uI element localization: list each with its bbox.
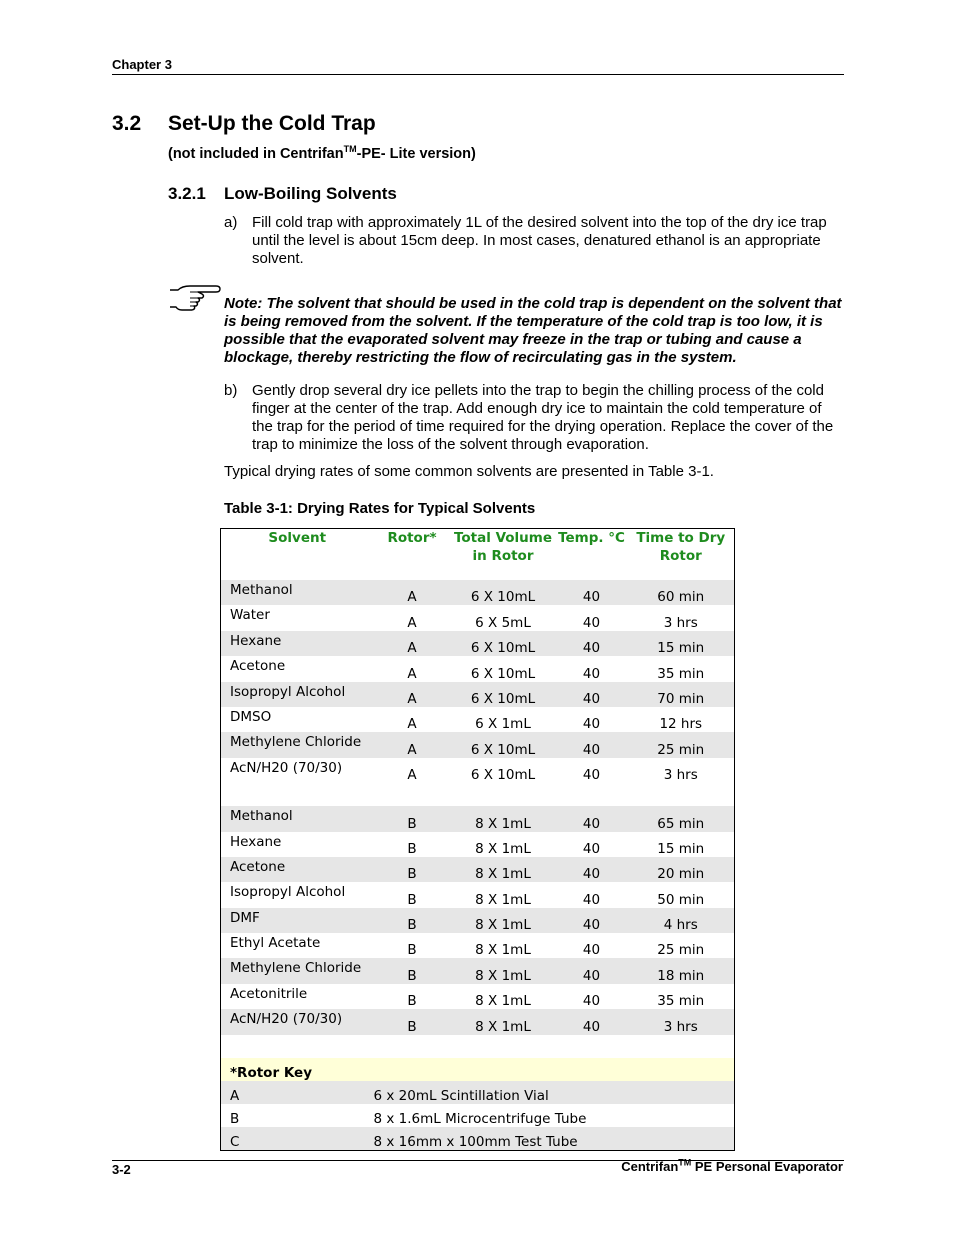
rotor-cell: A — [407, 767, 417, 784]
table-row — [221, 580, 735, 605]
solvent-cell: AcN/H20 (70/30) — [221, 1009, 374, 1034]
volume-cell: 8 X 1mL — [475, 993, 531, 1010]
rotor-cell: B — [407, 891, 417, 908]
time-cell: 65 min — [628, 806, 735, 831]
product-name: Centrifan — [621, 1159, 679, 1174]
section-number: 3.2 — [112, 112, 142, 135]
rotor-cell: A — [407, 716, 417, 733]
time-cell: 3 hrs — [663, 767, 698, 784]
header-time: Time to Dry Rotor — [636, 530, 726, 564]
volume-cell: 6 X 10mL — [470, 767, 536, 784]
table-intro-text: Typical drying rates of some common solvents are presented in Table 3-1. — [224, 463, 714, 480]
table-header-row — [221, 529, 735, 581]
solvent-cell: Acetone — [221, 857, 374, 882]
rotor-cell: B — [374, 1009, 451, 1034]
table-row — [221, 707, 735, 732]
trademark-mark: TM — [343, 144, 357, 155]
temp-cell: 40 — [556, 958, 628, 983]
footer-product-name — [621, 1159, 843, 1174]
pointing-hand-icon — [168, 282, 222, 314]
solvent-cell: Methylene Chloride — [221, 732, 374, 757]
table-row — [221, 857, 735, 882]
table-row — [221, 806, 735, 831]
time-cell: 3 hrs — [628, 1009, 735, 1034]
table-row — [221, 732, 735, 757]
subsection-heading — [168, 184, 397, 204]
rotor-cell: B — [407, 993, 417, 1010]
time-cell: 4 hrs — [628, 908, 735, 933]
time-cell: 35 min — [657, 665, 705, 682]
temp-cell: 40 — [556, 732, 628, 757]
section-subtitle — [168, 146, 476, 162]
header-rule — [112, 74, 844, 75]
rotor-key-row — [221, 1081, 735, 1104]
product-name-end: PE Personal Evaporator — [691, 1159, 843, 1174]
solvent-cell: Methylene Chloride — [221, 958, 374, 983]
solvent-cell: Water — [230, 607, 270, 624]
table-row — [221, 656, 735, 681]
solvent-cell: Hexane — [221, 631, 374, 656]
temp-cell: 40 — [582, 840, 601, 857]
step-a — [224, 214, 844, 270]
solvent-cell: Hexane — [230, 833, 282, 850]
time-cell: 18 min — [628, 958, 735, 983]
volume-cell: 8 X 1mL — [451, 908, 556, 933]
solvent-cell: AcN/H20 (70/30) — [230, 759, 343, 776]
table-row — [221, 631, 735, 656]
volume-cell: 6 X 10mL — [451, 631, 556, 656]
table-row — [221, 832, 735, 857]
step-label: b) — [224, 382, 238, 399]
rotor-key-description: 8 x 16mm x 100mm Test Tube — [374, 1127, 735, 1151]
temp-cell: 40 — [582, 993, 601, 1010]
time-cell: 25 min — [657, 942, 705, 959]
chapter-header: Chapter 3 — [112, 57, 172, 72]
rotor-key-description: 6 x 20mL Scintillation Vial — [374, 1081, 735, 1104]
rotor-key-title: *Rotor Key — [221, 1058, 735, 1081]
solvent-cell: Isopropyl Alcohol — [221, 682, 374, 707]
time-cell: 15 min — [657, 840, 705, 857]
header-solvent: Solvent — [268, 530, 327, 546]
header-volume: Total Volume in Rotor — [453, 530, 553, 564]
table-row — [221, 933, 735, 958]
volume-cell: 8 X 1mL — [451, 1009, 556, 1034]
page-number: 3-2 — [112, 1162, 131, 1177]
solvent-cell: DMF — [221, 908, 374, 933]
volume-cell: 6 X 10mL — [451, 732, 556, 757]
temp-cell: 40 — [556, 682, 628, 707]
step-b — [224, 382, 844, 456]
step-label: a) — [224, 214, 238, 231]
rotor-key-row — [221, 1127, 735, 1151]
temp-cell: 40 — [582, 716, 601, 733]
volume-cell: 6 X 10mL — [451, 682, 556, 707]
time-cell: 60 min — [628, 580, 735, 605]
volume-cell: 8 X 1mL — [475, 891, 531, 908]
solvent-cell: Ethyl Acetate — [230, 935, 321, 952]
section-heading — [112, 112, 376, 136]
rotor-key-description: 8 x 1.6mL Microcentrifuge Tube — [373, 1110, 587, 1127]
volume-cell: 8 X 1mL — [451, 958, 556, 983]
temp-cell: 40 — [582, 891, 601, 908]
temp-cell: 40 — [556, 908, 628, 933]
solvent-cell: Methanol — [221, 580, 374, 605]
temp-cell: 40 — [582, 767, 601, 784]
volume-cell: 8 X 1mL — [451, 857, 556, 882]
volume-cell: 8 X 1mL — [451, 806, 556, 831]
spacer-row — [221, 783, 735, 806]
table-row — [221, 1009, 735, 1034]
table-row — [221, 908, 735, 933]
volume-cell: 8 X 1mL — [475, 840, 531, 857]
rotor-cell: B — [374, 958, 451, 983]
section-title: Set-Up the Cold Trap — [168, 112, 376, 135]
rotor-cell: A — [374, 732, 451, 757]
temp-cell: 40 — [556, 1009, 628, 1034]
rotor-key-row — [221, 1104, 735, 1127]
subsection-title: Low-Boiling Solvents — [224, 184, 397, 203]
rotor-cell: A — [374, 682, 451, 707]
table-row — [221, 882, 735, 907]
time-cell: 12 hrs — [659, 716, 703, 733]
time-cell: 50 min — [657, 891, 705, 908]
drying-rates-table — [220, 528, 735, 1151]
rotor-key-letter: B — [230, 1110, 240, 1127]
time-cell: 3 hrs — [663, 614, 698, 631]
volume-cell: 6 X 5mL — [475, 614, 531, 631]
subtitle-text: (not included in Centrifan — [168, 146, 344, 162]
header-rotor: Rotor* — [387, 530, 437, 546]
solvent-cell: Acetone — [230, 658, 286, 675]
rotor-cell: B — [374, 857, 451, 882]
time-cell: 70 min — [628, 682, 735, 707]
header-temp: Temp. °C — [558, 530, 625, 546]
volume-cell: 6 X 10mL — [470, 665, 536, 682]
table-caption: Table 3-1: Drying Rates for Typical Solvents — [224, 500, 536, 517]
time-cell: 35 min — [657, 993, 705, 1010]
solvent-cell: Methanol — [221, 806, 374, 831]
temp-cell: 40 — [556, 857, 628, 882]
temp-cell: 40 — [582, 614, 601, 631]
temp-cell: 40 — [582, 942, 601, 959]
trademark-mark: TM — [678, 1157, 692, 1168]
step-text: Fill cold trap with approximately 1L of the desired solvent into the top of the dry ice trap until the level is about 15cm deep. In most cases, denatured ethanol is an appropriate solvent. — [252, 214, 827, 267]
solvent-cell: Isopropyl Alcohol — [230, 884, 346, 901]
time-cell: 15 min — [628, 631, 735, 656]
table-row — [221, 758, 735, 783]
temp-cell: 40 — [556, 580, 628, 605]
temp-cell: 40 — [556, 806, 628, 831]
rotor-key-letter: A — [221, 1081, 374, 1104]
solvent-cell: DMSO — [230, 708, 272, 725]
step-text: Gently drop several dry ice pellets into the trap to begin the chilling process of the cold finger at the center of the trap. Add enough dry ice to maintain the cold temperature of the trap for the period of time required for the drying operation. Replace the cover of the trap to minimize the loss of the solvent through evaporation. — [252, 382, 834, 453]
rotor-cell: A — [407, 665, 417, 682]
temp-cell: 40 — [582, 665, 601, 682]
rotor-cell: B — [374, 806, 451, 831]
table-row — [221, 682, 735, 707]
subsection-number: 3.2.1 — [168, 184, 206, 203]
spacer-row — [221, 1035, 735, 1058]
note-text: Note: The solvent that should be used in the cold trap is dependent on the solvent that is being removed from the solvent. If the temperature of the cold trap is too low, it is possible that the evaporated solvent may freeze in the trap or tubing and cause a blockage, thereby restricting the flow of recirculating gas in the system. — [224, 295, 842, 366]
volume-cell: 6 X 10mL — [451, 580, 556, 605]
table-row — [221, 605, 735, 630]
rotor-key-letter: C — [221, 1127, 374, 1151]
rotor-cell: A — [407, 614, 417, 631]
rotor-cell: A — [374, 631, 451, 656]
volume-cell: 8 X 1mL — [475, 942, 531, 959]
rotor-cell: B — [407, 840, 417, 857]
table-row — [221, 984, 735, 1009]
rotor-cell: A — [374, 580, 451, 605]
rotor-cell: B — [374, 908, 451, 933]
temp-cell: 40 — [556, 631, 628, 656]
rotor-key-header-row — [221, 1058, 735, 1081]
subtitle-text-end: -PE- Lite version) — [356, 146, 476, 162]
table-row — [221, 958, 735, 983]
time-cell: 25 min — [628, 732, 735, 757]
time-cell: 20 min — [628, 857, 735, 882]
rotor-cell: B — [407, 942, 417, 959]
solvent-cell: Acetonitrile — [230, 985, 308, 1002]
volume-cell: 6 X 1mL — [475, 716, 531, 733]
